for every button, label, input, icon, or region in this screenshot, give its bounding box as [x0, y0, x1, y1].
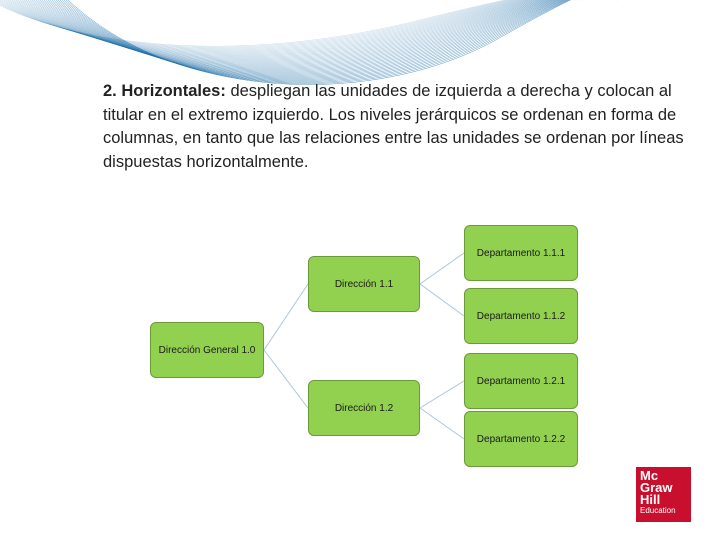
paragraph-text: despliegan las unidades de izquierda a derecha y colocan al titular en el extremo izquierdo. Los niveles jerárquicos se ordenan en forma de columnas, en tanto que las relaciones entre las unidades se ordenan por líneas dispuestas horizontalmente.	[103, 82, 684, 171]
node-direccion-1-1: Dirección 1.1	[308, 256, 420, 312]
logo-line-1: Mc	[640, 468, 659, 483]
connector-d12-dep122	[420, 408, 464, 439]
connector-d11-dep112	[420, 284, 464, 316]
node-departamento-1-1-2: Departamento 1.1.2	[464, 288, 578, 344]
node-direccion-1-2: Dirección 1.2	[308, 380, 420, 436]
node-departamento-1-1-1: Departamento 1.1.1	[464, 225, 578, 281]
connector-d12-dep121	[420, 381, 464, 408]
logo-line-4: Education	[640, 506, 676, 515]
connector-d11-dep111	[420, 253, 464, 284]
node-departamento-1-2-2: Departamento 1.2.2	[464, 411, 578, 467]
heading-bold: 2. Horizontales:	[103, 82, 226, 100]
mcgraw-hill-logo	[636, 467, 691, 522]
connector-root-d12	[264, 350, 308, 408]
logo-line-2: Graw	[640, 480, 673, 495]
node-departamento-1-2-1: Departamento 1.2.1	[464, 353, 578, 409]
logo-line-3: Hill	[640, 492, 661, 507]
node-direccion-general: Dirección General 1.0	[150, 322, 264, 378]
connector-root-d11	[264, 284, 308, 350]
